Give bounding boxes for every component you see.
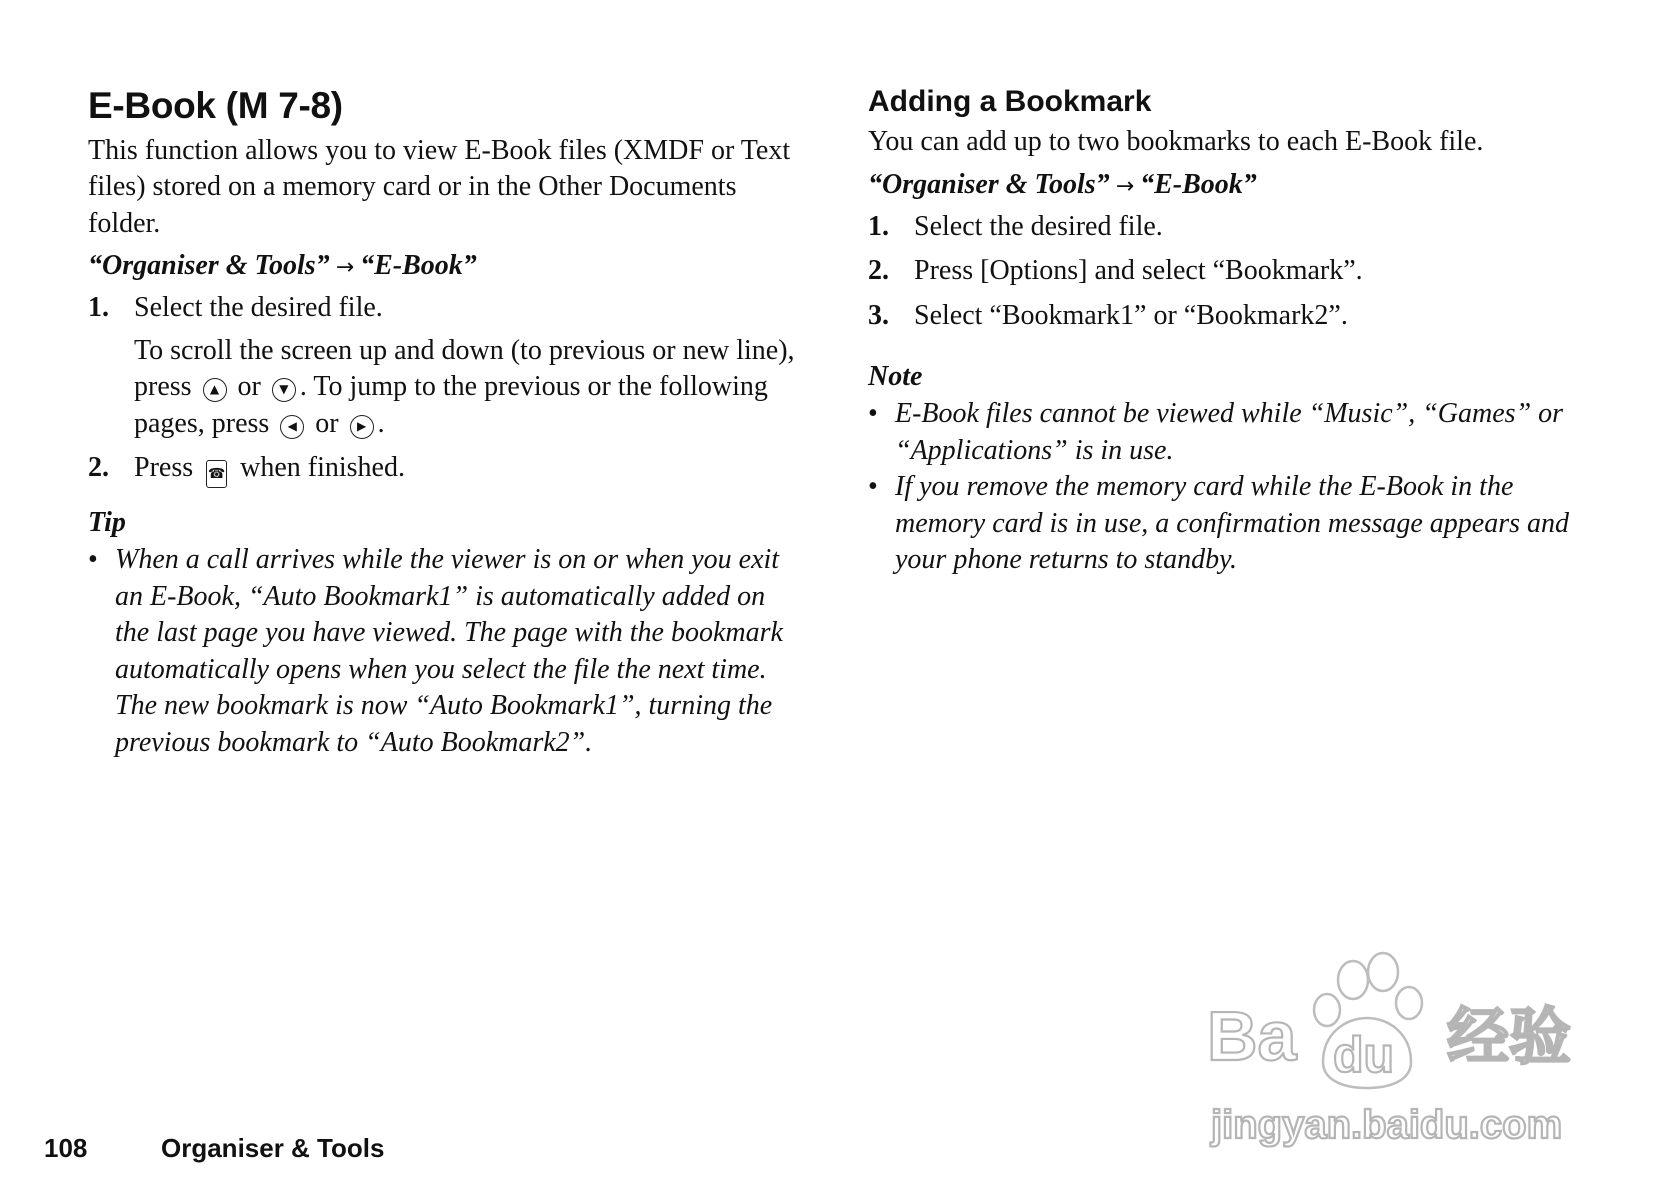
scroll-text-a: To scroll the screen up and down (to previous or new line), press — [134, 334, 795, 403]
step-item — [88, 290, 798, 442]
note-item: • If you remove the memory card while the E-Book in the memory card is in use, a confirmation message appears and your phone returns to standby. — [868, 469, 1588, 579]
page-number: 108 — [44, 1133, 88, 1163]
step-number: 3. — [868, 299, 889, 331]
scroll-text-b: . To jump to the previous or the following pages, press — [134, 371, 768, 439]
end-key-icon: ☎ — [206, 460, 227, 488]
tip-item: • When a call arrives while the viewer is on or when you exit an E-Book, “Auto Bookmark1” is automatically added on the last page you have viewed. The page with the bookmark automatically opens when you select the file the next time. The new bookmark is now “Auto Bookmark1”, turning the previous bookmark to “Auto Bookmark2”. — [88, 542, 798, 761]
watermark-url: jingyan.baidu.com — [1211, 1103, 1563, 1147]
baidu-watermark-logo — [1205, 948, 1610, 1148]
step-item — [868, 298, 1588, 335]
note-label: Note — [868, 361, 923, 392]
step-text: Select the desired file. — [914, 210, 1163, 242]
or-text: or — [315, 407, 339, 439]
menu-path — [868, 167, 1588, 205]
step-text-a: Press — [134, 452, 194, 484]
nav-right-key-icon: ▶ — [350, 415, 374, 439]
watermark-brand-cn: 经验 — [1447, 1000, 1572, 1073]
tip-list — [88, 542, 798, 761]
watermark-brand-b: du — [1333, 1027, 1395, 1083]
step-text-b: when finished. — [240, 452, 405, 484]
steps-list — [88, 290, 798, 488]
menu-path — [88, 248, 798, 286]
arrow-right-icon: → — [1115, 173, 1135, 199]
step-text: Select the desired file. — [134, 292, 383, 324]
menu-path-from: “Organiser & Tools” — [88, 250, 330, 282]
menu-path-from: “Organiser & Tools” — [868, 168, 1110, 200]
menu-path-to: “E-Book” — [360, 250, 477, 282]
section-intro: You can add up to two bookmarks to each E-Book file. — [868, 126, 1484, 157]
right-column — [868, 78, 1588, 579]
step-number: 2. — [88, 452, 109, 484]
section-heading: Adding a Bookmark — [868, 85, 1152, 118]
menu-path-to: “E-Book” — [1140, 168, 1257, 200]
step-text: Press [Options] and select “Bookmark”. — [914, 255, 1363, 286]
step-number: 1. — [868, 210, 889, 242]
nav-up-key-icon: ▲ — [203, 378, 227, 402]
left-column — [88, 78, 798, 761]
watermark-brand-a: Ba — [1207, 997, 1297, 1075]
or-text: or — [237, 371, 261, 403]
tip-label: Tip — [88, 507, 126, 539]
step-number: 1. — [88, 292, 109, 324]
step-item — [868, 253, 1588, 290]
arrow-right-icon: → — [335, 255, 355, 281]
step-item — [868, 209, 1588, 246]
page-title: E-Book (M 7-8) — [88, 85, 343, 126]
nav-left-key-icon: ◀ — [280, 415, 304, 439]
step-text: Select “Bookmark1” or “Bookmark2”. — [914, 299, 1348, 331]
step-number: 2. — [868, 255, 889, 286]
note-item: • E-Book files cannot be viewed while “Music”, “Games” or “Applications” is in use. — [868, 396, 1588, 469]
intro-paragraph: This function allows you to view E-Book files (XMDF or Text files) stored on a memory card or in the Other Documents folder. — [88, 134, 791, 239]
period-text: . — [377, 407, 385, 439]
scroll-instructions — [134, 333, 798, 443]
steps-list — [868, 209, 1588, 335]
step-item — [88, 450, 798, 488]
nav-down-key-icon: ▼ — [272, 378, 296, 402]
page-footer — [44, 1133, 384, 1164]
footer-section: Organiser & Tools — [161, 1133, 385, 1163]
note-list — [868, 396, 1588, 579]
